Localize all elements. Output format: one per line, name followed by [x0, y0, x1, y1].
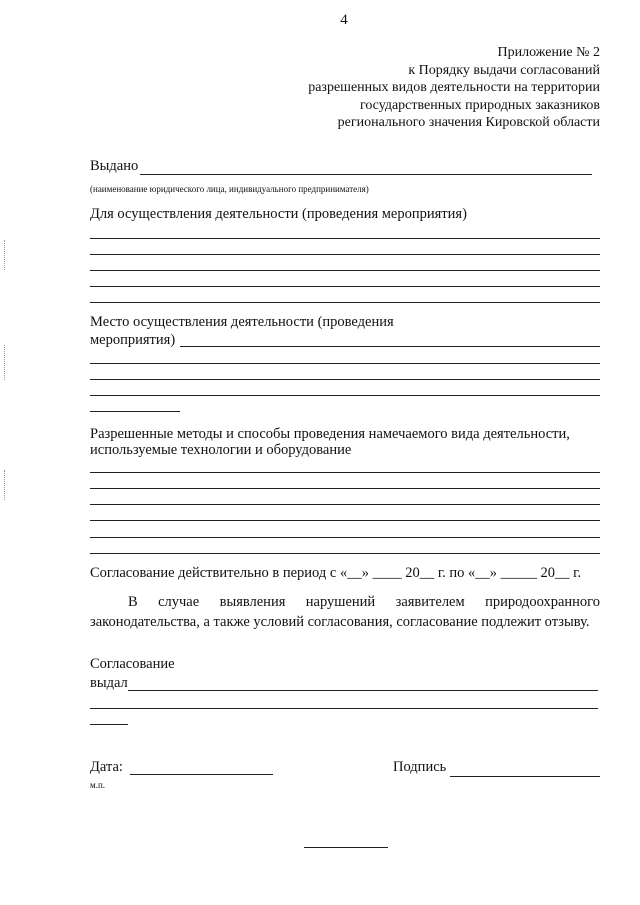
violation-notice: В случае выявления нарушений заявителем природоохранного законодательства, а также условий согласования, согласование подлежит отзыву. [90, 594, 600, 630]
approved-label: Согласование [90, 656, 175, 672]
left-margin-mark [4, 345, 5, 380]
issued-hint: (наименование юридического лица, индивидуального предпринимателя) [90, 184, 369, 194]
approved-field-line[interactable] [90, 708, 598, 709]
place-label: мероприятия) [90, 332, 176, 348]
left-margin-mark [4, 240, 5, 270]
place-field-line[interactable] [90, 363, 600, 364]
header-line: регионального значения Кировской области [337, 115, 600, 130]
purpose-field-line[interactable] [90, 302, 600, 303]
approved-label: выдал [90, 675, 128, 691]
header-line: к Порядку выдачи согласований [408, 62, 600, 78]
methods-field-line[interactable] [90, 472, 600, 473]
issued-label: Выдано [90, 158, 139, 174]
place-field-line[interactable] [90, 411, 180, 412]
place-label: Место осуществления деятельности (проведения [90, 314, 394, 330]
end-divider [304, 847, 388, 848]
place-field-line[interactable] [90, 395, 600, 396]
methods-field-line[interactable] [90, 520, 600, 521]
appendix-header [260, 44, 600, 132]
signature-field-line[interactable] [450, 776, 600, 777]
date-label: Дата: [90, 759, 123, 775]
header-line: разрешенных видов деятельности на территории [308, 80, 600, 95]
stamp-label: м.п. [90, 780, 106, 790]
purpose-field-line[interactable] [90, 270, 600, 271]
methods-field-line[interactable] [90, 537, 600, 538]
purpose-label: Для осуществления деятельности (проведения мероприятия) [90, 206, 467, 222]
date-field-line[interactable] [130, 774, 273, 775]
page-number: 4 [340, 12, 348, 28]
methods-field-line[interactable] [90, 504, 600, 505]
methods-label: используемые технологии и оборудование [90, 442, 352, 458]
header-line: государственных природных заказников [359, 97, 600, 113]
purpose-field-line[interactable] [90, 286, 600, 287]
methods-field-line[interactable] [90, 553, 600, 554]
purpose-field-line[interactable] [90, 238, 600, 239]
signature-label: Подпись [393, 759, 447, 775]
place-field-line[interactable] [90, 379, 600, 380]
issued-field-line[interactable] [140, 174, 592, 175]
header-line: Приложение № 2 [497, 45, 600, 60]
place-field-line[interactable] [180, 346, 600, 347]
approved-field-line[interactable] [90, 724, 128, 725]
left-margin-mark [4, 470, 5, 500]
approved-field-line[interactable] [128, 690, 598, 691]
methods-field-line[interactable] [90, 488, 600, 489]
purpose-field-line[interactable] [90, 254, 600, 255]
methods-label: Разрешенные методы и способы проведения намечаемого вида деятельности, [90, 426, 570, 442]
validity-period: Согласование действительно в период с «__» ____ 20__ г. по «__» _____ 20__ г. [90, 565, 582, 581]
